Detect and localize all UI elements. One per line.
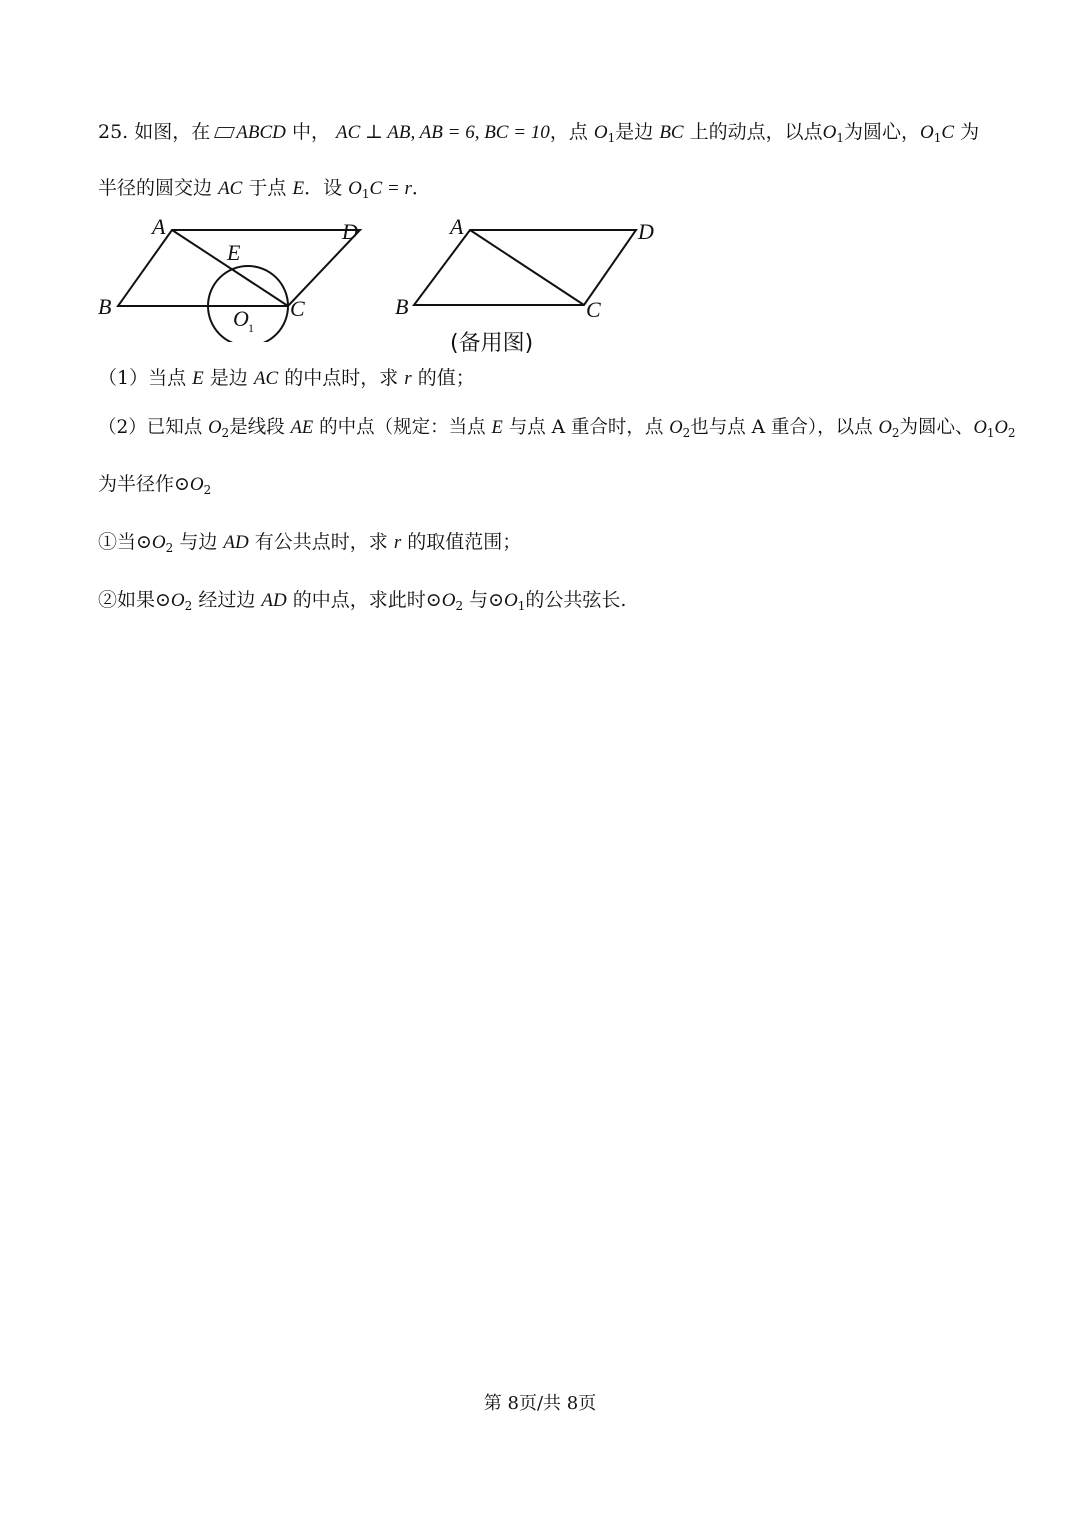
label-o1: O xyxy=(233,306,249,331)
label-b: B xyxy=(98,294,112,319)
problem-number: 25. xyxy=(98,121,129,143)
main-figure xyxy=(94,210,384,342)
sub-question-1: ①当$⊙O_2$ 与边 AD 有公共点时，求 r 的取值范围； xyxy=(98,531,522,555)
problem-line-2: 半径的圆交边 AC 于点 E．设 $O_1C = r$． xyxy=(98,177,431,201)
part-2-line-2: 为半径作$⊙O_2$ xyxy=(98,473,212,497)
backup-figure xyxy=(392,210,692,330)
parallelogram-icon xyxy=(214,127,235,138)
label-d-2: D xyxy=(638,219,654,244)
label-o1-sub: 1 xyxy=(248,321,254,335)
part-2-line-1: （2）已知点 $O_2$是线段 AE 的中点（规定：当点 E 与点 A 重合时，点 $O_2$也与点 A 重合），以点 $O_2$为圆心、$O_1O_2$ xyxy=(98,417,1016,440)
label-d: D xyxy=(342,219,358,244)
page-footer: 第 8页/共 8页 xyxy=(483,1393,597,1414)
parallelogram-abcd-backup xyxy=(414,230,636,305)
label-c-2: C xyxy=(586,297,601,322)
label-a: A xyxy=(152,214,166,239)
sub-question-2: ②如果$⊙O_2$ 经过边 AD 的中点，求此时$⊙O_2$ 与$⊙O_1$的公共弦长. xyxy=(98,589,627,613)
label-a-2: A xyxy=(450,214,464,239)
problem-line-1: 25. 如图，在 ABCD 中， AC ⊥ AB, AB = 6, BC = 10，点 $O_1$是边 BC 上的动点，以点$O_1$为圆心，$O_1C$ 为 xyxy=(98,121,980,145)
backup-figure-caption: (备用图) xyxy=(450,331,534,356)
label-b-2: B xyxy=(395,294,409,319)
given-conditions: AC ⊥ AB, AB = 6, BC = 10 xyxy=(336,122,550,143)
part-1: （1）当点 E 是边 AC 的中点时，求 r 的值； xyxy=(98,367,475,389)
label-c: C xyxy=(290,296,305,321)
label-e: E xyxy=(227,240,241,265)
diagonal-ac-backup xyxy=(470,230,584,305)
